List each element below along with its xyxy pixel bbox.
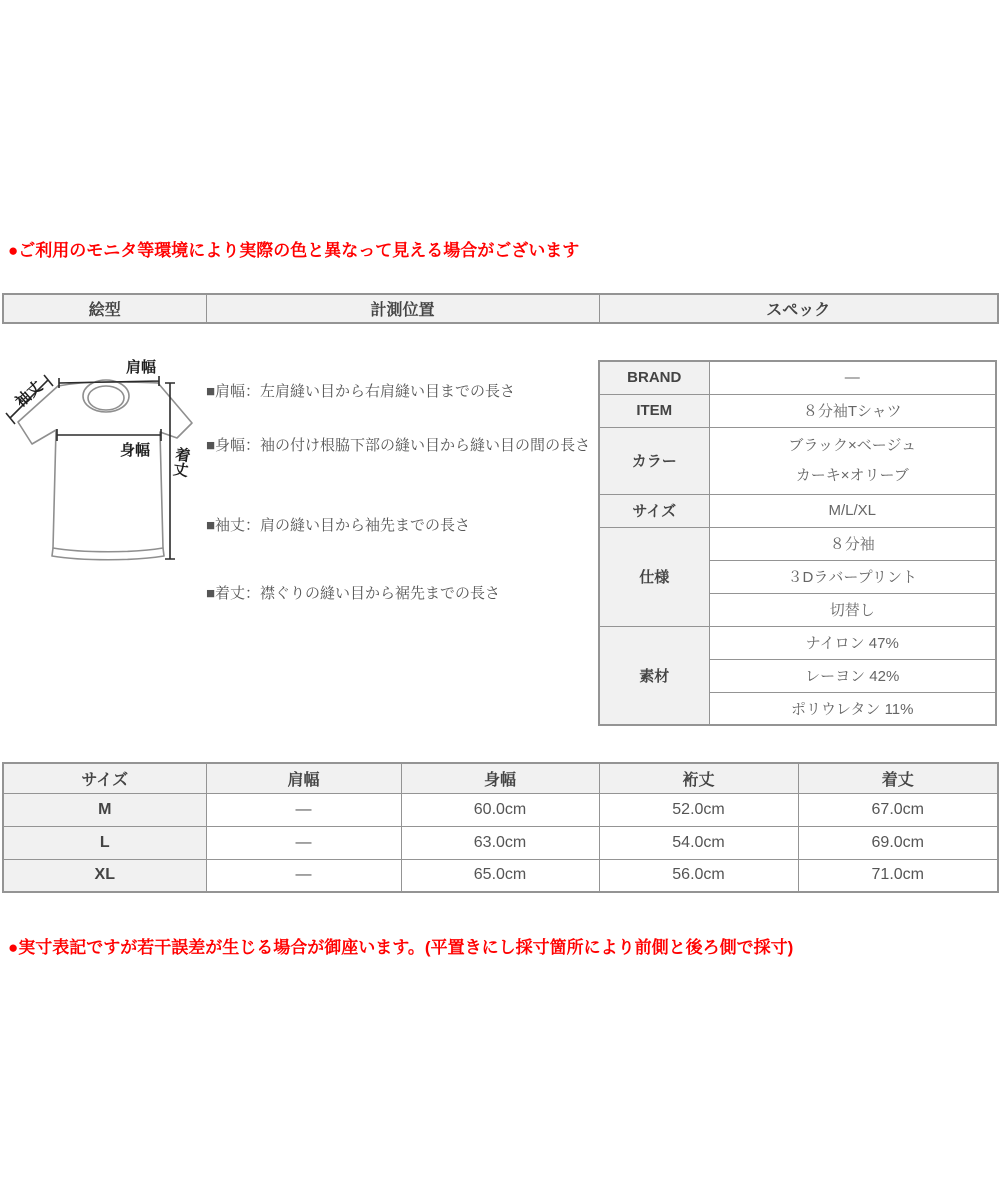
size-m-yuki: 52.0cm [599,793,798,826]
monitor-color-disclaimer: ●ご利用のモニタ等環境により実際の色と異なって見える場合がございます [8,241,580,260]
shoulder-description: ■肩幅：左肩縫い目から右肩縫い目までの長さ [206,383,516,400]
tshirt-measurement-diagram [2,352,198,648]
spec-row-size [599,494,996,527]
header-measure-position: 計測位置 [206,294,599,323]
shoulder-label: 肩幅 [126,359,157,376]
size-measurements-table [2,762,999,893]
section-header-table [2,293,999,324]
body-length-label: 着丈 [170,445,192,478]
tshirt-outline [18,383,192,552]
size-m-body-width: 60.0cm [401,793,599,826]
size-l-yuki: 54.0cm [599,826,798,859]
sleeve-description: ■袖丈：肩の縫い目から袖先までの長さ [206,517,471,534]
shoulder-col-header: 肩幅 [206,763,401,793]
size-row-xl-label: XL [3,859,206,892]
body-length-description: ■着丈：襟ぐりの縫い目から裾先までの長さ [206,585,501,602]
size-col-header: サイズ [3,763,206,793]
size-l-length: 69.0cm [798,826,998,859]
spec-row-item [599,394,996,427]
spec-feature-value-3: 切替し [709,593,996,626]
spec-table [598,360,997,726]
spec-material-label: 素材 [599,626,709,725]
spec-color-label: カラー [599,427,709,494]
section-header-row [3,294,998,323]
spec-item-label: ITEM [599,394,709,427]
spec-row-material-1 [599,626,996,659]
spec-color-value-1: ブラック×ベージュ [788,436,917,454]
spec-color-value-2: カーキ×オリーブ [795,466,909,484]
yuki-col-header: 裄丈 [599,763,798,793]
spec-material-value-1: ナイロン 47% [709,626,996,659]
spec-feature-label: 仕様 [599,527,709,626]
body-width-col-header: 身幅 [401,763,599,793]
size-row-l-label: L [3,826,206,859]
sleeve-label: 袖丈 [12,378,47,411]
header-spec: スペック [599,294,998,323]
size-row-xl [3,859,998,892]
size-xl-shoulder: — [206,859,401,892]
spec-feature-value-2: ３Dラバープリント [709,560,996,593]
spec-color-value [709,427,996,494]
size-row-m-label: M [3,793,206,826]
spec-material-value-3: ポリウレタン 11% [709,692,996,725]
header-diagram: 絵型 [3,294,206,323]
spec-size-value: M/L/XL [709,494,996,527]
tshirt-collar-outer [83,380,129,412]
size-l-shoulder: — [206,826,401,859]
size-l-body-width: 63.0cm [401,826,599,859]
spec-row-color [599,427,996,494]
tshirt-collar-inner [88,386,124,410]
spec-size-label: サイズ [599,494,709,527]
length-col-header: 着丈 [798,763,998,793]
size-m-shoulder: — [206,793,401,826]
body-width-label: 身幅 [120,442,151,459]
body-width-measure-line [57,429,161,441]
size-row-m [3,793,998,826]
spec-item-value: ８分袖Tシャツ [709,394,996,427]
spec-brand-value: — [709,361,996,394]
measurement-tolerance-disclaimer: ●実寸表記ですが若干誤差が生じる場合が御座います。(平置きにし採寸箇所により前側と後ろ側で採寸) [8,938,794,957]
size-xl-length: 71.0cm [798,859,998,892]
size-xl-body-width: 65.0cm [401,859,599,892]
size-m-length: 67.0cm [798,793,998,826]
spec-brand-label: BRAND [599,361,709,394]
spec-material-value-2: レーヨン 42% [709,659,996,692]
size-xl-yuki: 56.0cm [599,859,798,892]
size-table-header-row [3,763,998,793]
body-width-description: ■身幅：袖の付け根脇下部の縫い目から縫い目の間の長さ [206,437,591,454]
spec-feature-value-1: ８分袖 [709,527,996,560]
size-row-l [3,826,998,859]
spec-row-brand [599,361,996,394]
spec-row-feature-1 [599,527,996,560]
